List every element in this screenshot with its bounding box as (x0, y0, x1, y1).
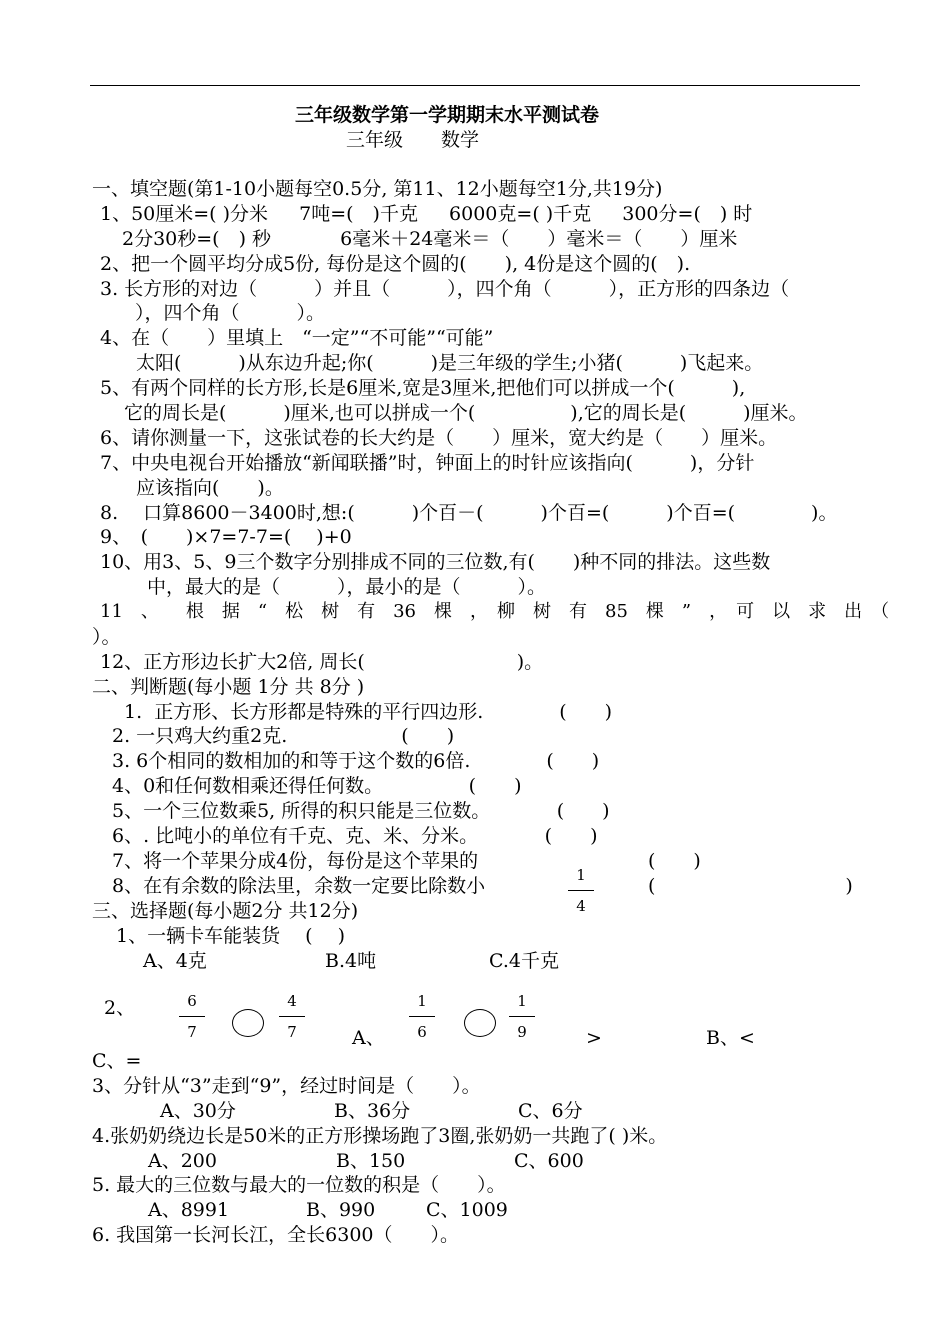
s1-line: 2、把一个圆平均分成5份, 每份是这个圆的( ), 4份是这个圆的( ). (100, 253, 691, 275)
s3-q2-gt: > (586, 1027, 602, 1049)
compare-circle[interactable] (232, 1009, 264, 1037)
s3-q6: 6. 我国第一长河长江，全长6300（ ）。 (92, 1224, 460, 1246)
fraction-numerator: 1 (576, 866, 586, 884)
s1-line: 4、在（ ）里填上 “一定”“不可能”“可能” (100, 327, 494, 349)
fraction-denominator: 7 (187, 1023, 197, 1041)
s3-q3-option-b: B、36分 (334, 1100, 411, 1122)
s3-q2-option-c: C、= (92, 1050, 142, 1072)
s2-item: 3. 6个相同的数相加的和等于这个数的6倍. ( ) (112, 750, 600, 772)
fraction-denominator: 4 (576, 897, 586, 915)
s3-q4-option-c: C、600 (514, 1150, 584, 1172)
s3-q3-option-c: C、6分 (518, 1100, 583, 1122)
s1-line: 它的周长是( )厘米,也可以拼成一个( ),它的周长是( )厘米。 (124, 402, 808, 424)
s1-line: 7、中央电视台开始播放“新闻联播”时，钟面上的时针应该指向( )，分针 (100, 452, 755, 474)
page-title: 三年级数学第一学期期末水平测试卷 (295, 104, 600, 126)
s3-q3-option-a: A、30分 (160, 1100, 236, 1122)
fraction-bar (179, 1016, 205, 1017)
s1-line: 8. 口算8600－3400时,想:( )个百－( )个百=( )个百=( )。 (100, 502, 838, 524)
s3-q1: 1、一辆卡车能装货 ( ) (116, 925, 345, 947)
s1-line: 6、请你测量一下，这张试卷的长大约是（ ）厘米，宽大约是（ ）厘米。 (100, 427, 778, 449)
fraction-bar (568, 890, 594, 891)
s1-line: 10、用3、5、9三个数字分别排成不同的三位数,有( )种不同的排法。这些数 (100, 551, 771, 573)
s2-item8-paren: ( ) (648, 875, 853, 897)
fraction-1-6 (407, 992, 437, 1041)
s1-line: 1、50厘米=( )分米 7吨=( )千克 6000克=( )千克 300分=( ) 时 (100, 203, 753, 225)
s3-q5-option-c: C、1009 (426, 1199, 508, 1221)
s1-line: 中，最大的是（ ），最小的是（ ）。 (147, 576, 547, 598)
s2-item: 5、一个三位数乘5, 所得的积只能是三位数。 ( ) (112, 800, 610, 822)
s1-line: 应该指向( )。 (136, 477, 284, 499)
s2-item7-paren: ( ) (648, 850, 701, 872)
s3-q2-option-a: A、 (352, 1027, 385, 1049)
s1-line: ），四个角（ ）。 (116, 302, 326, 324)
s1-line: 3. 长方形的对边（ ）并且（ ），四个角（ ），正方形的四条边（ (100, 278, 790, 300)
fraction-denominator: 6 (417, 1023, 427, 1041)
s3-q3: 3、分针从“3”走到“9”，经过时间是（ ）。 (92, 1075, 481, 1097)
s2-item: 8、在有余数的除法里，余数一定要比除数小 (112, 875, 486, 897)
fraction-1-9 (507, 992, 537, 1041)
section1-heading: 一、填空题(第1-10小题每空0.5分, 第11、12小题每空1分,共19分) (92, 178, 663, 200)
compare-circle[interactable] (464, 1009, 496, 1037)
s2-item: 2. 一只鸡大约重2克. ( ) (112, 725, 455, 747)
fraction-numerator: 4 (287, 992, 297, 1010)
s3-q5: 5. 最大的三位数与最大的一位数的积是（ ）。 (92, 1174, 506, 1196)
s1-line: 12、正方形边长扩大2倍, 周长( )。 (100, 651, 544, 673)
s3-q1-option-c: C.4千克 (489, 950, 559, 972)
s3-q1-option-b: B.4吨 (325, 950, 377, 972)
s3-q2-label: 2、 (104, 997, 136, 1019)
fraction-denominator: 7 (287, 1023, 297, 1041)
s1-line: 2分30秒=( ) 秒 6毫米＋24毫米＝（ ）毫米＝（ ）厘米 (122, 228, 738, 250)
section3-heading: 三、选择题(每小题2分 共12分) (92, 900, 359, 922)
s3-q5-option-a: A、8991 (148, 1199, 230, 1221)
s3-q4-option-a: A、200 (148, 1150, 217, 1172)
fraction-bar (509, 1016, 535, 1017)
s3-q5-option-b: B、990 (306, 1199, 376, 1221)
page-subtitle: 三年级 数学 (346, 129, 480, 151)
fraction-numerator: 6 (187, 992, 197, 1010)
s1-line: 太阳( )从东边升起;你( )是三年级的学生;小猪( )飞起来。 (136, 352, 764, 374)
s3-q4-option-b: B、150 (336, 1150, 406, 1172)
fraction-bar (409, 1016, 435, 1017)
s2-item: 1. 正方形、长方形都是特殊的平行四边形. ( ) (124, 701, 613, 723)
s3-q2-option-b: B、< (706, 1027, 755, 1049)
fraction-numerator: 1 (517, 992, 527, 1010)
fraction-numerator: 1 (417, 992, 427, 1010)
s1-line: 5、有两个同样的长方形,长是6厘米,宽是3厘米,把他们可以拼成一个( ), (100, 377, 746, 399)
s3-q1-option-a: A、4克 (143, 950, 207, 972)
s1-line: ）。 (92, 626, 121, 648)
fraction-one-quarter (566, 866, 596, 915)
top-rule (90, 85, 860, 86)
fraction-denominator: 9 (517, 1023, 527, 1041)
s2-item: 7、将一个苹果分成4份，每份是这个苹果的 (112, 850, 479, 872)
s2-item: 4、0和任何数相乘还得任何数。 ( ) (112, 775, 522, 797)
s2-item: 6、. 比吨小的单位有千克、克、米、分米。 ( ) (112, 825, 598, 847)
fraction-6-7 (177, 992, 207, 1041)
fraction-bar (279, 1016, 305, 1017)
section2-heading: 二、判断题(每小题 1分 共 8分 ) (92, 676, 365, 698)
s1-line: 11 、 根 据 “ 松 树 有 36 棵 ， 柳 树 有 85 棵 ” ， 可 以 求 出 （ (100, 601, 890, 622)
fraction-4-7 (277, 992, 307, 1041)
s1-line: 9、 ( )×7=7-7=( )+0 (100, 526, 352, 548)
s3-q4: 4.张奶奶绕边长是50米的正方形操场跑了3圈,张奶奶一共跑了( )米。 (92, 1125, 668, 1147)
